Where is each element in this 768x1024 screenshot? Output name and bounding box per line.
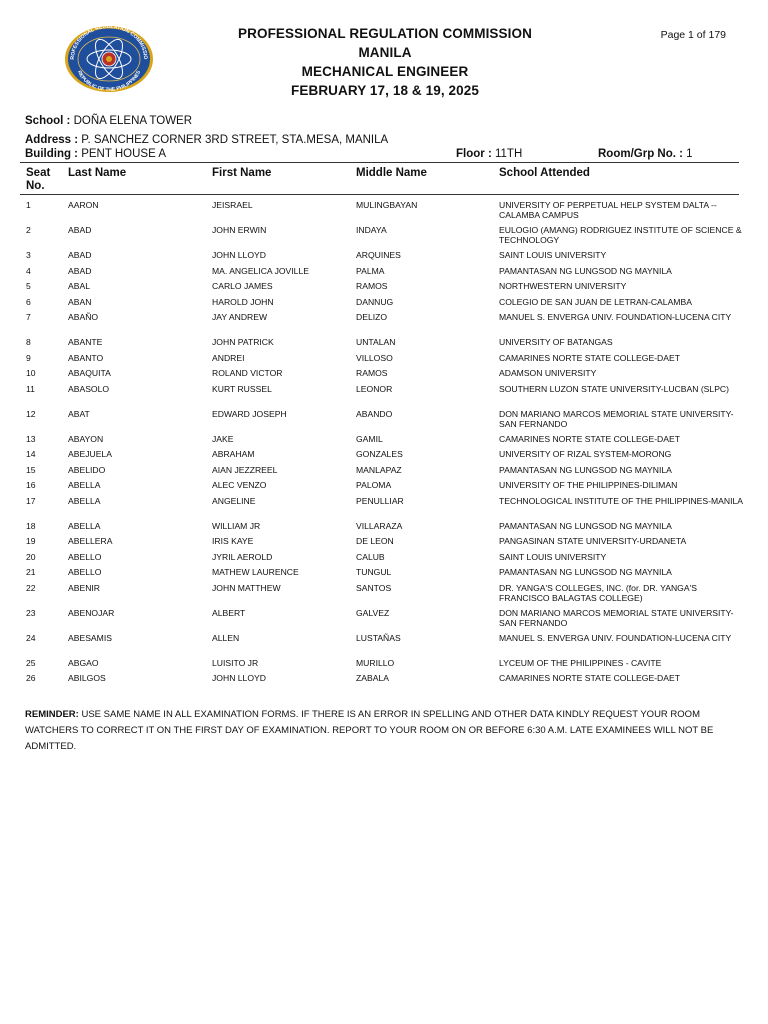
middle-name-cell: RAMOS [356,281,388,291]
school-cell: ADAMSON UNIVERSITY [499,368,597,378]
middle-name-cell: SANTOS [356,582,392,593]
school-cell: PAMANTASAN NG LUNGSOD NG MAYNILA [499,464,672,475]
school-cell: TECHNOLOGICAL INSTITUTE OF THE PHILIPPINES-MANILA [499,495,744,506]
seat-no-cell: 23 [26,607,36,618]
table-row [0,496,768,521]
reminder-note [25,707,735,755]
room-label: Room/Grp No. : [598,148,683,160]
table-row [0,552,768,568]
seat-no-cell: 11 [26,383,35,394]
first-name-cell: HAROLD JOHN [212,296,274,307]
first-name-cell: MA. ANGELICA JOVILLE [212,265,309,276]
middle-name-cell: GALVEZ [356,607,390,618]
first-name-cell: ALLEN [212,632,240,643]
header-exam: MECHANICAL ENGINEER [301,64,469,79]
seat-no-cell: 19 [26,536,36,546]
last-name-cell: ABELIDO [68,464,106,475]
address-line [25,134,388,146]
middle-name-cell: VILLARAZA [356,520,403,531]
school-cell: PAMANTASAN NG LUNGSOD NG MAYNILA [499,265,672,276]
first-name-cell: EDWARD JOSEPH [212,408,287,419]
last-name-cell: ABGAO [68,657,99,668]
svg-text:PROFESSIONAL REGULATION COMMIS: ROFESSIONAL REGULATION COMMISSIO [69,24,149,60]
last-name-cell: ABAÑO [68,312,99,322]
last-name-cell: ABAL [68,281,90,291]
seat-no-cell: 24 [26,632,36,643]
building-line [25,148,166,160]
middle-name-cell: ARQUINES [356,250,401,260]
middle-name-cell: PALMA [356,265,385,276]
last-name-cell: ABASOLO [68,383,110,394]
first-name-cell: ALBERT [212,607,246,618]
middle-name-cell: MULINGBAYAN [356,200,418,210]
last-name-cell: ABAN [68,296,92,307]
last-name-cell: ABANTO [68,352,104,363]
last-name-cell: ABELLO [68,551,102,562]
first-name-cell: WILLIAM JR [212,520,261,531]
table-row [0,225,768,250]
table-row [0,521,768,537]
seat-no-cell: 13 [26,433,36,444]
first-name-cell: CARLO JAMES [212,281,273,291]
seat-no-cell: 12 [26,408,36,419]
last-name-cell: ABELLERA [68,536,113,546]
middle-name-cell: GONZALES [356,449,403,459]
seat-no-cell: 7 [26,312,31,322]
table-row [0,250,768,266]
floor-label: Floor : [456,148,492,160]
header-commission: PROFESSIONAL REGULATION COMMISSION [238,26,532,41]
middle-name-cell: DE LEON [356,536,394,546]
school-cell: UNIVERSITY OF PERPETUAL HELP SYSTEM DALTA -- CALAMBA CAMPUS [499,200,717,220]
seat-no-cell: 5 [26,281,31,291]
address-label: Address : [25,134,79,146]
first-name-cell: KURT RUSSEL [212,383,272,394]
seat-no-cell: 25 [26,657,36,668]
header-city: MANILA [358,45,412,60]
first-name-cell: JOHN MATTHEW [212,582,281,593]
table-row [0,266,768,282]
table-row [0,434,768,450]
middle-name-cell: CALUB [356,551,385,562]
table-row [0,449,768,465]
school-cell: DON MARIANO MARCOS MEMORIAL STATE UNIVERSITY-SAN FERNANDO [499,408,734,429]
last-name-cell: ABEJUELA [68,449,112,459]
table-row [0,536,768,552]
first-name-cell: ABRAHAM [212,449,255,459]
middle-name-cell: MANLAPAZ [356,464,402,475]
room-value: 1 [686,148,693,160]
header-dates: FEBRUARY 17, 18 & 19, 2025 [291,83,479,98]
first-name-cell: IRIS KAYE [212,536,254,546]
seat-no-cell: 22 [26,582,36,593]
seat-no-cell: 1 [26,200,31,210]
last-name-cell: ABAQUITA [68,368,111,378]
table-row [0,281,768,297]
last-name-cell: ABAYON [68,433,104,444]
last-name-cell: ABAT [68,408,90,419]
seat-no-cell: 20 [26,551,36,562]
school-cell: NORTHWESTERN UNIVERSITY [499,281,627,291]
table-top-rule [20,162,739,163]
seat-no-cell: 17 [26,495,36,506]
last-name-cell: ABELLA [68,480,101,490]
middle-name-cell: TUNGUL [356,567,392,577]
page-number: Page 1 of 179 [660,29,726,41]
seat-no-cell: 16 [26,480,36,490]
middle-name-cell: LUSTAÑAS [356,632,401,643]
school-cell: SAINT LOUIS UNIVERSITY [499,250,607,260]
middle-name-cell: LEONOR [356,383,393,394]
first-name-cell: LUISITO JR [212,657,259,668]
school-cell: MANUEL S. ENVERGA UNIV. FOUNDATION-LUCENA CITY [499,312,732,322]
middle-name-cell: PENULLIAR [356,495,404,506]
seat-no-cell: 15 [26,464,36,475]
first-name-cell: JYRIL AEROLD [212,551,273,562]
last-name-cell: ABAD [68,225,92,235]
seat-no-cell: 21 [26,567,36,577]
first-name-cell: JOHN LLOYD [212,673,266,683]
school-cell: SOUTHERN LUZON STATE UNIVERSITY-LUCBAN (SLPC) [499,383,729,394]
first-name-cell: JOHN ERWIN [212,225,267,235]
last-name-cell: ABANTE [68,337,103,347]
middle-name-cell: ABANDO [356,408,393,419]
first-name-cell: JAKE [212,433,234,444]
reminder-text: USE SAME NAME IN ALL EXAMINATION FORMS. IF THERE IS AN ERROR IN SPELLING AND OTHER DATA KINDLY REQUEST YOUR ROOM WATCHERS TO CORRECT IT ON THE FIRST DAY OF EXAMINATION. REPORT TO YOUR ROOM ON OR BEFORE 6:30 A.M. LATE EXAMINEES WILL NOT BE ADMITTED. [25,709,714,752]
table-row [0,608,768,633]
school-cell: UNIVERSITY OF RIZAL SYSTEM-MORONG [499,449,672,459]
middle-name-cell: GAMIL [356,433,383,444]
school-cell: CAMARINES NORTE STATE COLLEGE-DAET [499,433,680,444]
address-value: P. SANCHEZ CORNER 3RD STREET, STA.MESA, MANILA [81,134,389,146]
middle-name-cell: INDAYA [356,225,387,235]
middle-name-cell: RAMOS [356,368,388,378]
table-row [0,368,768,384]
seat-no-cell: 18 [26,520,36,531]
prc-seal-logo [62,24,156,94]
school-cell: DR. YANGA'S COLLEGES, INC. (for. DR. YANGA'S FRANCISCO BALAGTAS COLLEGE) [499,582,697,603]
table-row [0,658,768,674]
table-row [0,312,768,337]
examinee-table [0,200,768,689]
building-value: PENT HOUSE A [81,148,167,160]
first-name-cell: ANDREI [212,352,245,363]
first-name-cell: JEISRAEL [212,200,253,210]
table-header-rule [20,194,739,195]
seat-no-cell: 4 [26,265,31,276]
last-name-cell: ABILGOS [68,673,106,683]
header-school-attended: School Attended [499,167,590,179]
header-first-name: First Name [212,167,272,179]
first-name-cell: JOHN PATRICK [212,337,274,347]
table-row [0,465,768,481]
first-name-cell: ROLAND VICTOR [212,368,283,378]
first-name-cell: AIAN JEZZREEL [212,464,278,475]
seat-no-cell: 8 [26,337,31,347]
school-line [25,115,192,127]
middle-name-cell: DANNUG [356,296,394,307]
header-middle-name: Middle Name [356,167,427,179]
seat-no-cell: 2 [26,225,31,235]
school-cell: CAMARINES NORTE STATE COLLEGE-DAET [499,352,680,363]
table-row [0,567,768,583]
table-row [0,200,768,225]
floor-value: 11TH [494,148,523,160]
first-name-cell: MATHEW LAURENCE [212,567,299,577]
middle-name-cell: MURILLO [356,657,395,668]
school-value: DOÑA ELENA TOWER [73,115,193,127]
school-cell: UNIVERSITY OF BATANGAS [499,337,613,347]
last-name-cell: ABESAMIS [68,632,112,643]
middle-name-cell: UNTALAN [356,337,396,347]
school-label: School : [25,115,71,127]
table-row [0,583,768,608]
last-name-cell: ABAD [68,250,92,260]
school-cell: PAMANTASAN NG LUNGSOD NG MAYNILA [499,567,672,577]
seat-no-cell: 6 [26,296,31,307]
middle-name-cell: DELIZO [356,312,388,322]
floor-line [456,148,522,160]
table-row [0,480,768,496]
middle-name-cell: ZABALA [356,673,389,683]
school-cell: LYCEUM OF THE PHILIPPINES - CAVITE [499,657,662,668]
school-cell: DON MARIANO MARCOS MEMORIAL STATE UNIVERSITY-SAN FERNANDO [499,607,734,628]
school-cell: EULOGIO (AMANG) RODRIGUEZ INSTITUTE OF SCIENCE & TECHNOLOGY [499,225,742,245]
table-row [0,673,768,689]
seat-no-cell: 10 [26,368,36,378]
seat-no-cell: 14 [26,449,36,459]
school-cell: MANUEL S. ENVERGA UNIV. FOUNDATION-LUCENA CITY [499,632,732,643]
first-name-cell: JAY ANDREW [212,312,268,322]
building-label: Building : [25,148,79,160]
document-header [160,24,610,100]
school-cell: CAMARINES NORTE STATE COLLEGE-DAET [499,673,680,683]
table-row [0,337,768,353]
last-name-cell: ABAD [68,265,92,276]
last-name-cell: ABELLA [68,495,101,506]
table-row [0,633,768,658]
first-name-cell: ALEC VENZO [212,480,267,490]
last-name-cell: ABELLO [68,567,102,577]
middle-name-cell: PALOMA [356,480,392,490]
table-row [0,353,768,369]
seat-no-cell: 26 [26,673,36,683]
school-cell: COLEGIO DE SAN JUAN DE LETRAN-CALAMBA [499,296,692,307]
table-row [0,297,768,313]
school-cell: PAMANTASAN NG LUNGSOD NG MAYNILA [499,520,672,531]
last-name-cell: ABENIR [68,582,100,593]
first-name-cell: JOHN LLOYD [212,250,266,260]
school-cell: PANGASINAN STATE UNIVERSITY-URDANETA [499,536,687,546]
middle-name-cell: VILLOSO [356,352,393,363]
school-cell: UNIVERSITY OF THE PHILIPPINES-DILIMAN [499,480,678,490]
last-name-cell: AARON [68,200,99,210]
header-last-name: Last Name [68,167,127,179]
header-seat-no: Seat No. [26,167,51,192]
svg-text:REPUBLIC OF THE PHILIPPINES: REPUBLIC OF THE PHILIPPINES [75,69,143,94]
last-name-cell: ABENOJAR [68,607,115,618]
table-row [0,409,768,434]
school-cell: SAINT LOUIS UNIVERSITY [499,551,607,562]
seat-no-cell: 9 [26,352,31,363]
seat-no-cell: 3 [26,250,31,260]
room-line [598,148,693,160]
table-row [0,384,768,409]
last-name-cell: ABELLA [68,520,101,531]
first-name-cell: ANGELINE [212,495,256,506]
reminder-label: REMINDER: [25,709,79,720]
